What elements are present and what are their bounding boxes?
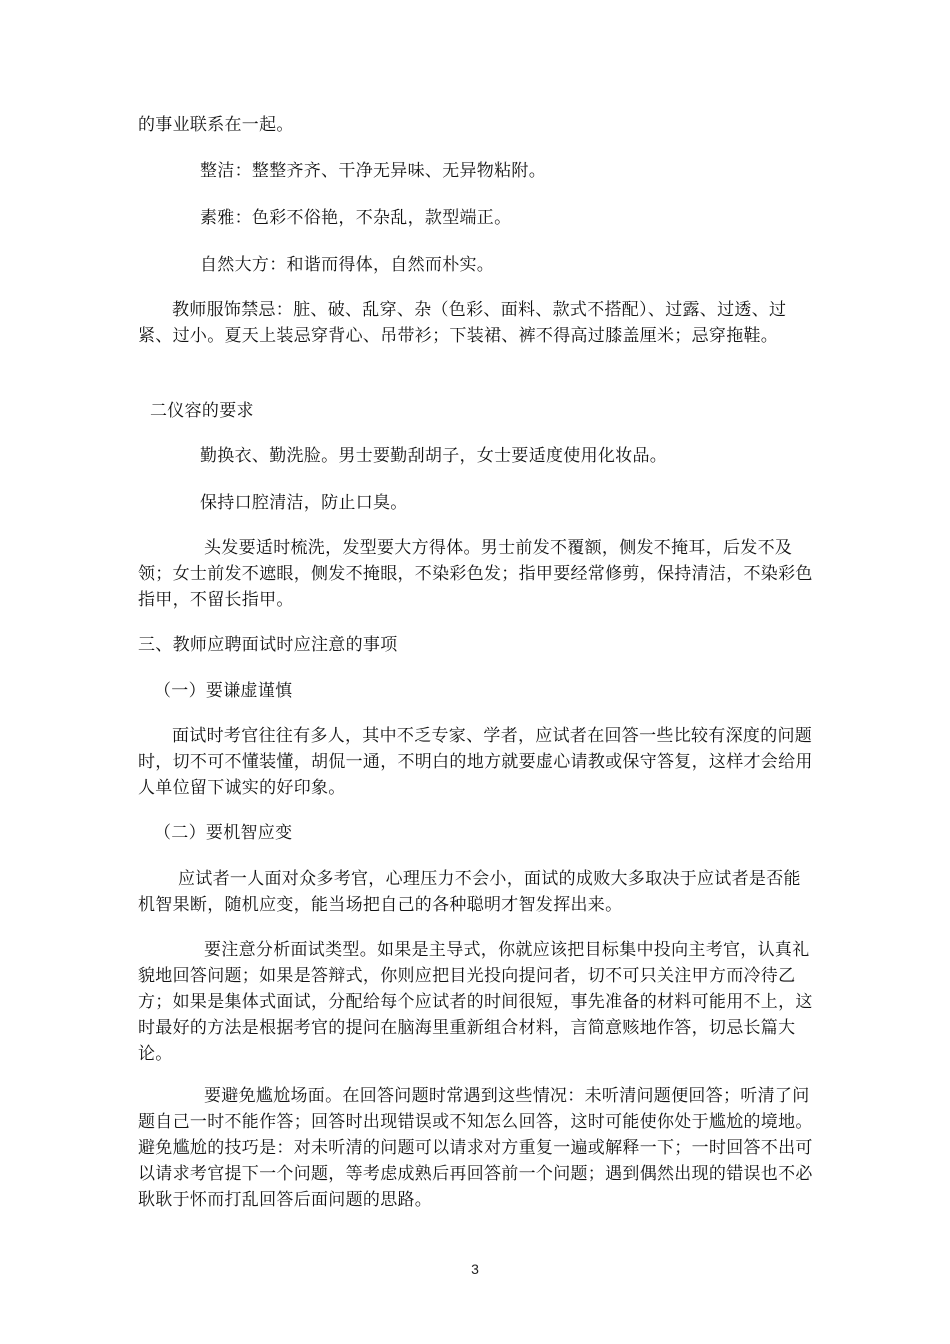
paragraph-oral-hygiene: 保持口腔清洁，防止口臭。 [200, 493, 408, 513]
paragraph-neat: 整洁：整整齐齐、干净无异味、无异物粘附。 [200, 161, 546, 181]
paragraph-natural: 自然大方：和谐而得体，自然而朴实。 [200, 255, 495, 275]
subheading-modest: （一）要谦虚谨慎 [154, 681, 293, 701]
paragraph-avoid-awkward: 要避免尴尬场面。在回答问题时常遇到这些情况：未听清问题便回答；听清了问题自己一时不能作答；回答时出现错误或不知怎么回答，这时可能使你处于尴尬的境地。避免尴尬的技巧是：对未听清的问题可以请求对方重复一遍或解释一下；一时回答不出可以请求考官提下一个问题，等考虑成熟后再回答前一个问题；遇到偶然出现的错误也不必耿耿于怀而打乱回答后面问题的思路。 [138, 1086, 813, 1210]
subheading-adaptable: （二）要机智应变 [154, 823, 293, 843]
page-number: 3 [471, 1261, 479, 1277]
paragraph-adaptable: 应试者一人面对众多考官，心理压力不会小，面试的成败大多取决于应试者是否能机智果断，随机应变，能当场把自己的各种聪明才智发挥出来。 [138, 869, 801, 915]
section-heading-interview: 三、教师应聘面试时应注意的事项 [138, 635, 398, 655]
paragraph-modest: 面试时考官往往有多人，其中不乏专家、学者，应试者在回答一些比较有深度的问题时，切不可不懂装懂，胡侃一通，不明白的地方就要虚心请教或保守答复，这样才会给用人单位留下诚实的好印象。 [138, 726, 813, 798]
paragraph-elegant: 素雅：色彩不俗艳，不杂乱，款型端正。 [200, 208, 512, 228]
paragraph-continuation: 的事业联系在一起。 [138, 115, 294, 135]
paragraph-hair-nails: 头发要适时梳洗，发型要大方得体。男士前发不覆额，侧发不掩耳，后发不及领；女士前发不遮眼，侧发不掩眼，不染彩色发；指甲要经常修剪，保持清洁，不染彩色指甲，不留长指甲。 [138, 538, 813, 610]
paragraph-interview-types: 要注意分析面试类型。如果是主导式，你就应该把目标集中投向主考官，认真礼貌地回答问题；如果是答辩式，你则应把目光投向提问者，切不可只关注甲方而冷待乙方；如果是集体式面试，分配给每个应试者的时间很短，事先准备的材料可能用不上，这时最好的方法是根据考官的提问在脑海里重新组合材料，言简意赅地作答，切忌长篇大论。 [138, 940, 813, 1064]
paragraph-dress-taboos: 教师服饰禁忌：脏、破、乱穿、杂（色彩、面料、款式不搭配）、过露、过透、过紧、过小。夏天上装忌穿背心、吊带衫；下装裙、裤不得高过膝盖厘米；忌穿拖鞋。 [138, 300, 787, 346]
paragraph-grooming: 勤换衣、勤洗脸。男士要勤刮胡子，女士要适度使用化妆品。 [200, 446, 668, 466]
section-heading-appearance: 二仪容的要求 [150, 401, 254, 421]
